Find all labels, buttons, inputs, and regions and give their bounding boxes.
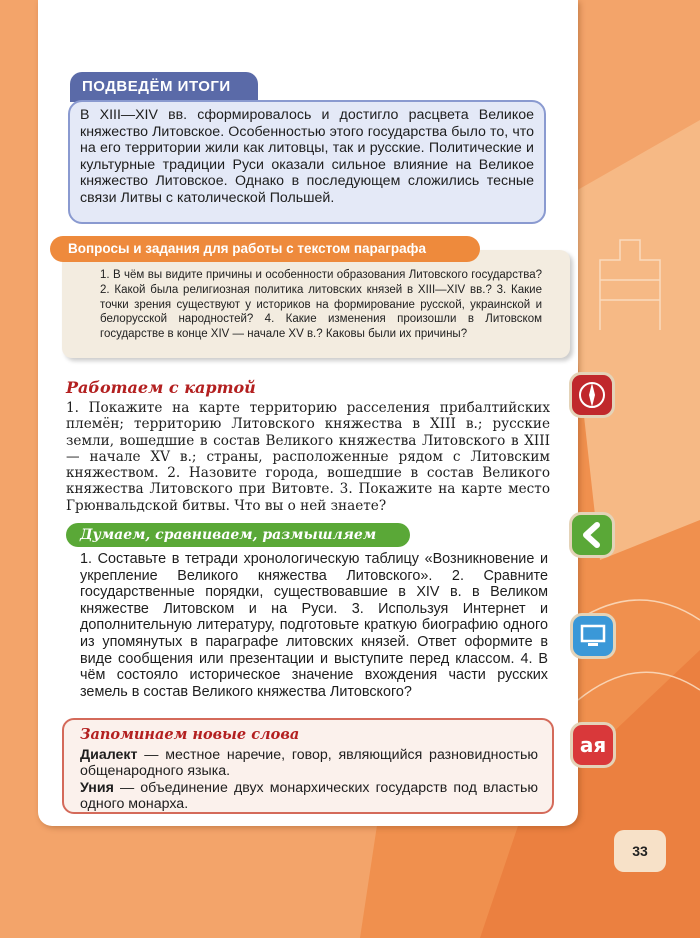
summary-tab: ПОДВЕДЁМ ИТОГИ xyxy=(70,72,258,102)
map-text: 1. Покажите на карте территорию расселения прибалтийских племён; территорию Литовского княжества в XIII в.; русские земли, вошедшие в состав Великого княжества Литовского в XIII — начале XV в.; страны, расположенные рядом с Литовским княжеством. 2. Назовите города, вошедшие в состав Великого княжества Литовского при Витовте. 3. Покажите на карте место Грюнвальдской битвы. Что вы о ней знаете? xyxy=(66,400,550,514)
summary-text: В XIII—XIV вв. сформировалось и достигло расцвета Великое княжество Литовское. Особенностью этого государства было то, что на его территории жили как литовцы, так и русские. Политические и культурные традиции Руси оказали сильное влияние на Великое княжество Литовское. Однако в последующем сложились тесные связи Литвы с католической Польшей. xyxy=(80,107,534,206)
arrow-left-icon xyxy=(569,512,615,558)
questions-box xyxy=(62,250,570,358)
word-definition: — местное наречие, говор, являющийся разновидностью общенародного языка. xyxy=(80,747,538,780)
word-term: Диалект xyxy=(80,747,138,763)
questions-tab: Вопросы и задания для работы с текстом параграфа xyxy=(50,236,480,262)
map-heading: Работаем с картой xyxy=(66,378,256,397)
computer-icon xyxy=(570,613,616,659)
new-words-heading: Запоминаем новые слова xyxy=(80,726,300,743)
compass-icon xyxy=(569,372,615,418)
think-text: 1. Составьте в тетради хронологическую таблицу «Возникновение и укрепление Великого княжества Литовского». 2. Сравните государственные порядки, существовавшие в XIV в. в Великом княжестве Литовском и на Руси. 3. Используя Интернет и дополнительную литературу, подготовьте краткую биографию одного из упомянутых в параграфе литовских князей. Ответ оформите в виде сообщения или презентации и выступите перед классом. 4. В чём состояло историческое значение вхождения части русских земель в состав Великого княжества Литовского? xyxy=(80,551,548,700)
new-words-box xyxy=(62,718,554,814)
word-entry xyxy=(80,780,538,813)
word-definition: — объединение двух монархических государств под властью одного монарха. xyxy=(80,779,538,813)
think-heading: Думаем, сравниваем, размышляем xyxy=(66,523,410,547)
dictionary-glyph: ая xyxy=(579,733,607,757)
summary-box xyxy=(68,100,546,224)
questions-text: 1. В чём вы видите причины и особенности образования Литовского государства? 2. Какой была религиозная политика литовских князей в XIII—XIV вв.? 3. Какие точки зрения существуют у историков на формирование русской, украинской и белорусской народностей? 4. Какие изменения произошли в Литовском государстве в конце XIV — начале XV в.? Каковы были их причины? xyxy=(100,269,542,341)
dictionary-icon xyxy=(570,722,616,768)
page-number: 33 xyxy=(614,830,666,872)
word-term: Уния xyxy=(80,779,114,796)
word-entry xyxy=(80,747,538,780)
